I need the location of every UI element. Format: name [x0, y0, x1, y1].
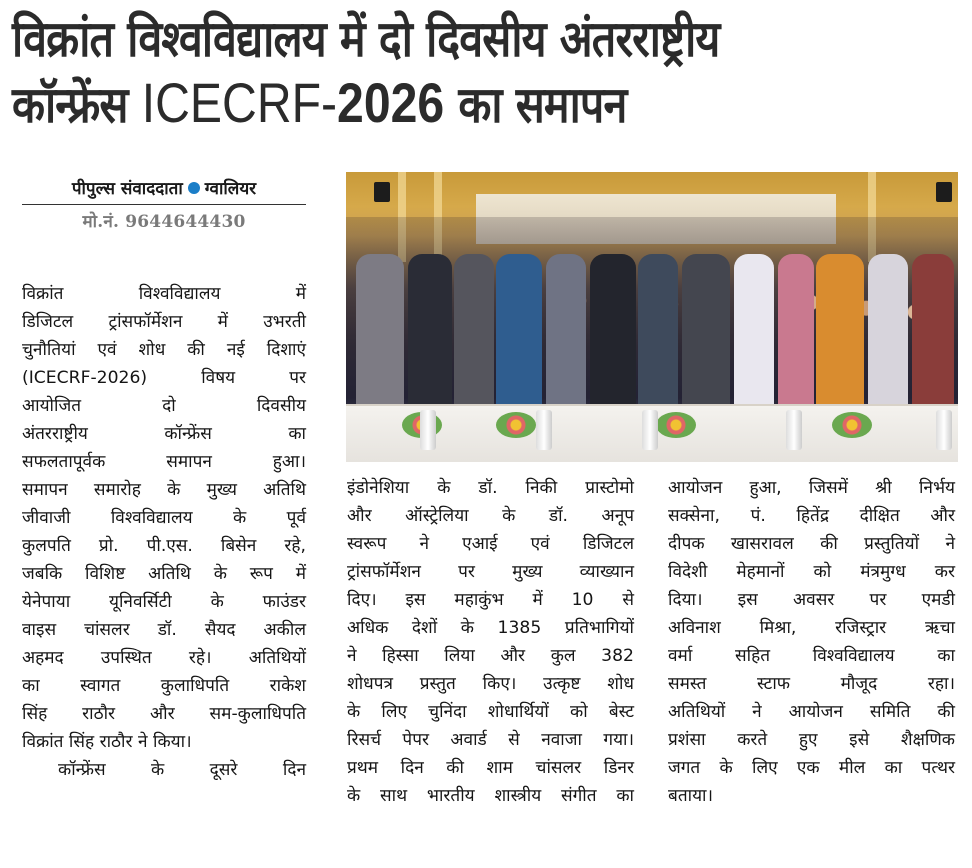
reporter-phone: मो.नं. 9644644430 [82, 212, 246, 232]
photo-person [778, 254, 814, 404]
headline-line-2 [12, 72, 829, 136]
article-line: विदेशी मेहमानों को मंत्रमुग्ध कर [668, 562, 955, 582]
article-line: सक्सेना, पं. हितेंद्र दीक्षित और [668, 506, 955, 526]
headline-suffix: का समापन [458, 76, 627, 134]
photo-person [734, 254, 774, 404]
article-line: अविनाश मिश्रा, रजिस्ट्रार ऋचा [668, 618, 955, 638]
photo-person [912, 254, 954, 404]
article-line: अहमद उपस्थित रहे। अतिथियों [22, 648, 306, 668]
photo-person [454, 254, 494, 404]
article-line: वाइस चांसलर डॉ. सैयद अकील [22, 620, 306, 640]
article-line: के साथ भारतीय शास्त्रीय संगीत का [347, 786, 634, 806]
article-line: सफलतापूर्वक समापन हुआ। [22, 452, 306, 472]
headline-year: 2026 [337, 71, 445, 134]
speaker-icon [936, 182, 952, 202]
article-line: चुनौतियां एवं शोध की नई दिशाएं [22, 340, 306, 360]
speaker-icon [374, 182, 390, 202]
dateline-city: ग्वालियर [204, 179, 257, 199]
photo-person [496, 254, 542, 404]
article-column-3 [668, 474, 955, 810]
article-line: दीपक खासरावल की प्रस्तुतियों ने [668, 534, 955, 554]
article-column-2 [347, 474, 634, 810]
article-line: दिया। इस अवसर पर एमडी [668, 590, 955, 610]
flower-arrangement [496, 412, 536, 438]
article-line: स्वरूप ने एआई एवं डिजिटल [347, 534, 634, 554]
flower-arrangement [832, 412, 872, 438]
article-line: सिंह राठौर और सम-कुलाधिपति [22, 704, 306, 724]
article-line: ने हिस्सा लिया और कुल 382 [347, 646, 634, 666]
article-line: दिए। इस महाकुंभ में 10 से [347, 590, 634, 610]
article-line: अंतरराष्ट्रीय कॉन्फ्रेंस का [22, 424, 306, 444]
reporter-name: पीपुल्स संवाददाता [71, 179, 183, 199]
article-line: इंडोनेशिया के डॉ. निकी प्रास्टोमो [347, 478, 634, 498]
photo-person [682, 254, 730, 404]
reporter-line [22, 176, 306, 205]
bullet-dot-icon [188, 182, 200, 194]
byline [22, 176, 306, 232]
water-bottle [786, 410, 802, 450]
headline-line-1: विक्रांत विश्वविद्यालय में दो दिवसीय अंतरराष्ट्रीय [12, 10, 720, 68]
water-bottle [420, 410, 436, 450]
flower-arrangement [656, 412, 696, 438]
photo-person [590, 254, 636, 404]
article-line: के लिए चुनिंदा शोधार्थियों को बेस्ट [347, 702, 634, 722]
article-line: कुलपति प्रो. पी.एस. बिसेन रहे, [22, 536, 306, 556]
photo-person [816, 254, 864, 404]
article-line: डिजिटल ट्रांसफॉर्मेशन में उभरती [22, 312, 306, 332]
headline-conference-word: कॉन्फ्रेंस [12, 76, 128, 134]
headline [12, 6, 962, 136]
article-line: रिसर्च पेपर अवार्ड से नवाजा गया। [347, 730, 634, 750]
article-line: जीवाजी विश्वविद्यालय के पूर्व [22, 508, 306, 528]
article-line: विक्रांत विश्वविद्यालय में [22, 284, 306, 304]
article-line: समस्त स्टाफ मौजूद रहा। [668, 674, 955, 694]
group-photo [346, 172, 958, 462]
article-line: येनेपाया यूनिवर्सिटी के फाउंडर [22, 592, 306, 612]
article-line: वर्मा सहित विश्वविद्यालय का [668, 646, 955, 666]
photo-person [868, 254, 908, 404]
article-line: विक्रांत सिंह राठौर ने किया। [22, 732, 192, 752]
article-line: अधिक देशों के 1385 प्रतिभागियों [347, 618, 634, 638]
article-line: आयोजित दो दिवसीय [22, 396, 306, 416]
article-line: का स्वागत कुलाधिपति राकेश [22, 676, 306, 696]
photo-person [408, 254, 452, 404]
article-line: (ICECRF-2026) विषय पर [22, 368, 306, 388]
article-line: समापन समारोह के मुख्य अतिथि [22, 480, 306, 500]
photo-person [356, 254, 404, 404]
article-line: अतिथियों ने आयोजन समिति की [668, 702, 955, 722]
article-column-1 [22, 280, 306, 784]
article-line: प्रशंसा करते हुए इसे शैक्षणिक [668, 730, 955, 750]
article-line: कॉन्फ्रेंस के दूसरे दिन [58, 760, 306, 780]
article-line: ट्रांसफॉर्मेशन पर मुख्य व्याख्यान [347, 562, 634, 582]
article-line: प्रथम दिन की शाम चांसलर डिनर [347, 758, 634, 778]
article-line: और ऑस्ट्रेलिया के डॉ. अनूप [347, 506, 634, 526]
article-line: बताया। [668, 786, 713, 806]
water-bottle [642, 410, 658, 450]
water-bottle [936, 410, 952, 450]
headline-acronym: ICECRF- [141, 71, 338, 134]
water-bottle [536, 410, 552, 450]
article-line: जबकि विशिष्ट अतिथि के रूप में [22, 564, 306, 584]
article-line: आयोजन हुआ, जिसमें श्री निर्भय [668, 478, 955, 498]
photo-person [546, 254, 586, 404]
article-line: शोधपत्र प्रस्तुत किए। उत्कृष्ट शोध [347, 674, 634, 694]
photo-person [638, 254, 678, 404]
article-line: जगत के लिए एक मील का पत्थर [668, 758, 955, 778]
